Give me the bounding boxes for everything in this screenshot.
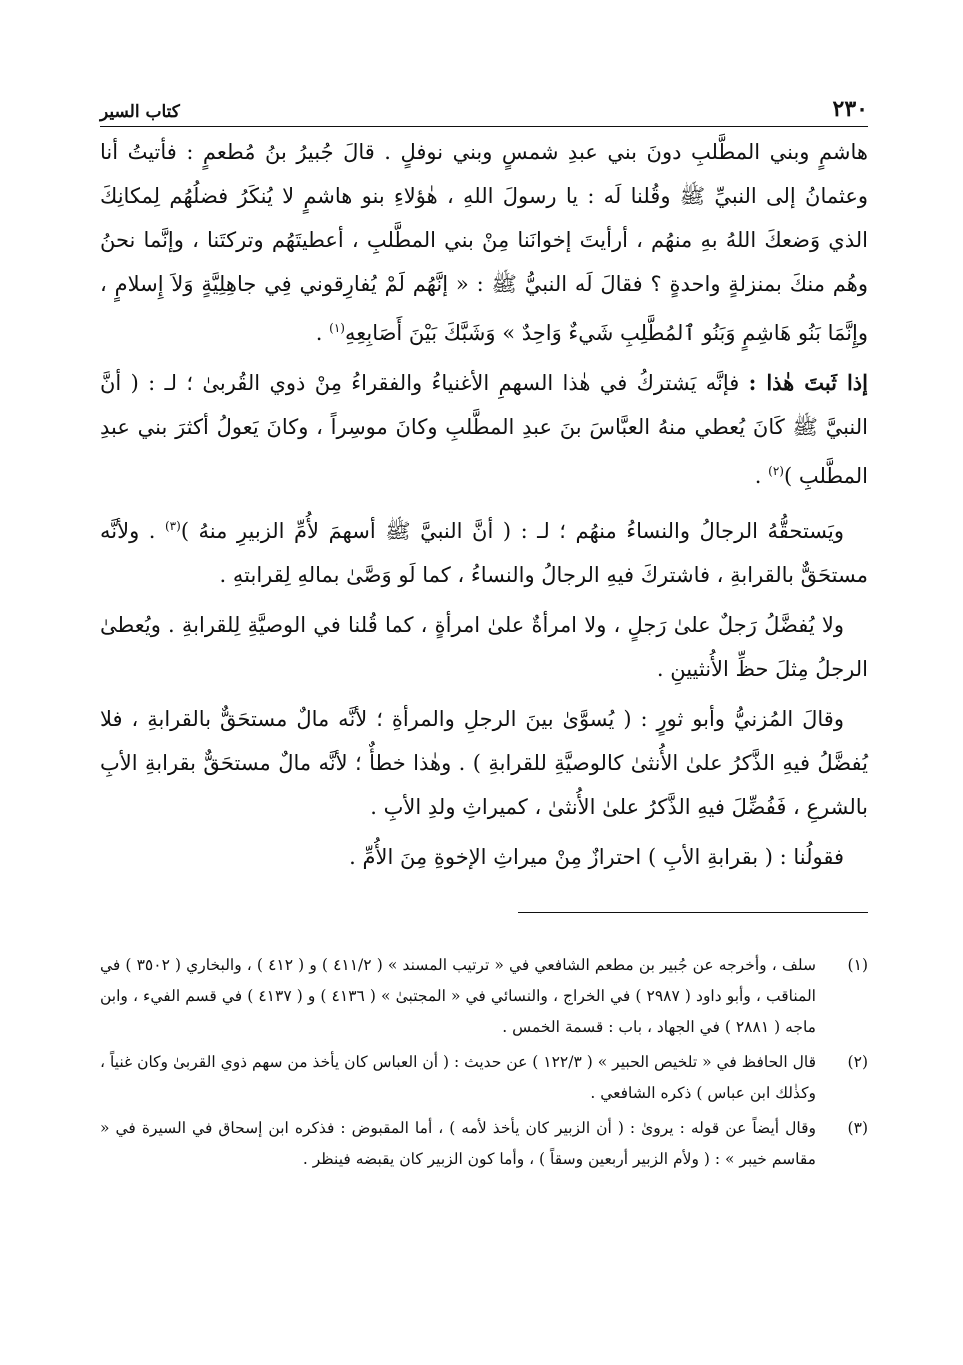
footnotes bbox=[100, 950, 868, 1179]
paragraph-text: وقالَ المُزنيُّ وأبو ثورٍ : ( يُسوَّىٰ بينَ الرجلِ والمرأةِ ؛ لأنَّه مالٌ مستحَقٌّ بالقرابةِ ، فلا يُفضَّلُ فيهِ الذَّكرُ علىٰ الأُنثىٰ كالوصيَّةِ للقرابةِ ) . وهٰذا خطأٌ ؛ لأنَّه مالٌ مستحَقٌّ بقرابةِ الأبِ بالشرعِ ، فَفُضِّلَ فيهِ الذَّكرُ علىٰ الأُنثىٰ ، كميراثِ ولدِ الأبِ . bbox=[100, 707, 868, 819]
paragraph bbox=[100, 130, 868, 355]
footnote-ref: (١) bbox=[329, 321, 345, 335]
paragraph-tail: . ولأنَّه مستحَقٌّ بالقرابةِ ، فاشتركَ فيهِ الرجالُ والنساءُ ، كما لَو وَصَّىٰ بمالهِ لِقرابتهِ . bbox=[100, 519, 868, 587]
footnote-ref: (٢) bbox=[768, 464, 784, 478]
footnote-divider bbox=[518, 912, 868, 913]
footnote bbox=[100, 1047, 868, 1109]
paragraph-text: ويَستحقُّهُ الرجالُ والنساءُ منهُم ؛ لـ : ( أنَّ النبيَّ ﷺ أسهمَ لأُمِّ الزبيرِ منهُ ) bbox=[180, 519, 845, 543]
footnote-text: وقال أيضاً عن قوله : يروىٰ : ( أن الزبير كان يأخذ لأمه ) ، أما المقبوض : فذكره ابن إسحاق في السيرة في « مقاسم خيبر » : ( ولأم الزبير أربعين وسقاً ) ، وأما كون الزبير كان يقبضه فينظر . bbox=[100, 1119, 816, 1168]
paragraph-lead: إذا ثَبتَ هٰذا : bbox=[748, 370, 868, 395]
paragraph bbox=[100, 361, 868, 498]
page-header bbox=[100, 88, 868, 127]
footnote-ref: (٣) bbox=[164, 519, 181, 533]
main-text bbox=[100, 130, 868, 885]
paragraph bbox=[100, 835, 868, 879]
footnote-number: (٢) bbox=[847, 1053, 868, 1071]
footnote-text: قال الحافظ في « تلخيص الحبير » ( ١٢٢/٣ ) عن حديث : ( أن العباس كان يأخذ من سهم ذوي القربىٰ وكان غنياً ، وكذٰلك ابن عباس ) ذكره الشافعي . bbox=[100, 1053, 816, 1102]
paragraph bbox=[100, 603, 868, 691]
paragraph-text: فقولُنا : ( بقرابةِ الأبِ ) احترازٌ مِنْ ميراثِ الإخوةِ مِنَ الأُمِّ . bbox=[349, 845, 844, 869]
paragraph-text: فإنَّه يَشتركُ في هٰذا السهمِ الأغنياءُ والفقراءُ مِنْ ذوي القُربىٰ ؛ لـ : ( أنَّ النبيَّ ﷺ كَانَ يُعطي منهُ العبَّاسَ بنَ عبدِ المطَّلبِ وكانَ موسِراً ، وكانَ يَعولُ أكثرَ بني عبدِ المطَّلبِ ) bbox=[100, 371, 868, 488]
page-number: ٢٣٠ bbox=[832, 96, 868, 122]
footnote-number: (٣) bbox=[847, 1119, 868, 1137]
paragraph bbox=[100, 504, 868, 597]
footnote bbox=[100, 950, 868, 1043]
paragraph-text: ولا يُفضَّلُ رَجلٌ علىٰ رَجلٍ ، ولا امرأةٌ علىٰ امرأةٍ ، كما قُلنا في الوصيَّةِ لِلقرابةِ . ويُعطىٰ الرجلُ مِثلَ حظِّ الأُنثيينِ . bbox=[100, 613, 868, 681]
paragraph bbox=[100, 697, 868, 829]
footnote-text: سلف ، وأخرجه عن جُبير بن مطعم الشافعي في « ترتيب المسند » ( ٤١١/٢ ) و ( ٤١٢ ) ، والبخاري ( ٣٥٠٢ ) في المناقب ، وأبو داود ( ٢٩٨٧ ) في الخراج ، والنسائي في « المجتبىٰ » ( ٤١٣٦ ) و ( ٤١٣٧ ) في قسم الفيء ، وابن ماجه ( ٢٨٨١ ) في الجهاد ، باب : قسمة الخمس . bbox=[100, 956, 816, 1036]
footnote-number: (١) bbox=[847, 956, 868, 974]
paragraph-tail: . bbox=[754, 464, 769, 488]
footnote bbox=[100, 1113, 868, 1175]
paragraph-text: هاشمٍ وبني المطَّلبِ دونَ بني عبدِ شمسٍ وبني نوفلٍ . قالَ جُبيرُ بنُ مُطعمٍ : فأتيتُ أنا وعثمانُ إلى النبيِّ ﷺ وقُلنا لَه : يا رسولَ اللهِ ، هٰؤلاءِ بنو هاشمٍ لا يُنكَرُ فضلُهُم لِمكانِكَ الذي وَضعكَ اللهُ بهِ منهُم ، أرأيتَ إخوانَنا مِنْ بني المطَّلبِ ، أعطيتَهُم وتركتَنا ، وإنَّما نحنُ وهُم منكَ بمنزلةٍ واحدةٍ ؟ فقالَ لَه النبيُّ ﷺ : « إنَّهُم لَمْ يُفارِقوني فِي جاهِلِيَّةٍ وَلاَ إِسلامٍ ، وإِنَّمَا بَنُو هَاشِمٍ وَبَنُو ٱلمُطَّلِبِ شَيءٌ وَاحِدٌ » وَشَبَّكَ بَيْنَ أَصَابِعِهِ bbox=[100, 140, 868, 345]
running-title: كتاب السير bbox=[100, 102, 180, 122]
paragraph-tail: . bbox=[315, 321, 330, 345]
